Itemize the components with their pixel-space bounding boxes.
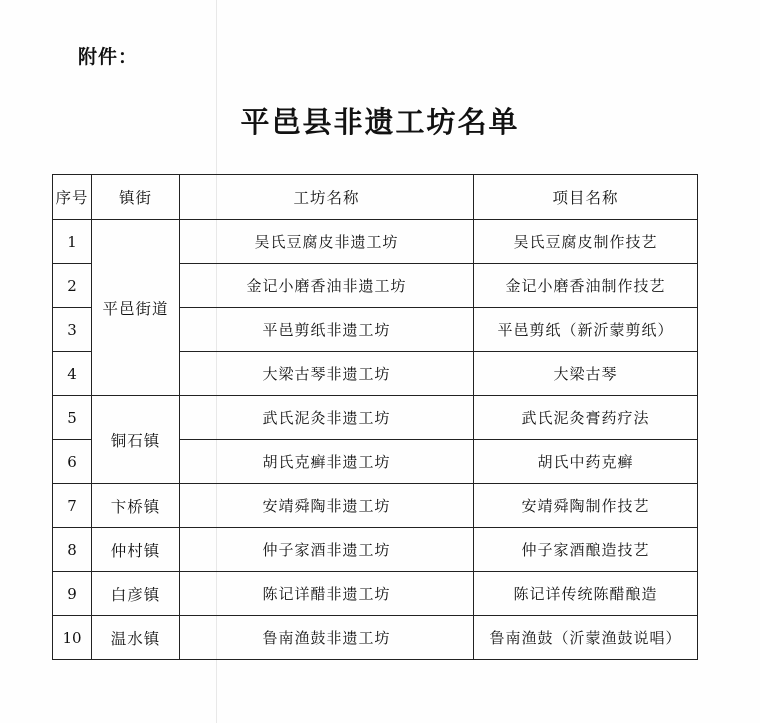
table-row bbox=[53, 528, 698, 572]
row-seq: 2 bbox=[53, 264, 92, 308]
row-seq: 5 bbox=[53, 396, 92, 440]
header-town: 镇街 bbox=[92, 175, 180, 220]
row-project: 武氏泥灸膏药疗法 bbox=[474, 396, 698, 440]
row-project: 金记小磨香油制作技艺 bbox=[474, 264, 698, 308]
header-workshop: 工坊名称 bbox=[180, 175, 474, 220]
row-town: 温水镇 bbox=[92, 616, 180, 660]
row-town: 卞桥镇 bbox=[92, 484, 180, 528]
row-workshop: 胡氏克癣非遗工坊 bbox=[180, 440, 474, 484]
row-town: 仲村镇 bbox=[92, 528, 180, 572]
row-seq: 10 bbox=[53, 616, 92, 660]
row-town: 铜石镇 bbox=[92, 396, 180, 484]
table-row bbox=[53, 396, 698, 440]
row-workshop: 安靖舜陶非遗工坊 bbox=[180, 484, 474, 528]
table-header-row bbox=[53, 175, 698, 220]
row-workshop: 吴氏豆腐皮非遗工坊 bbox=[180, 220, 474, 264]
row-seq: 8 bbox=[53, 528, 92, 572]
row-workshop: 陈记详醋非遗工坊 bbox=[180, 572, 474, 616]
row-project: 吴氏豆腐皮制作技艺 bbox=[474, 220, 698, 264]
table-row bbox=[53, 220, 698, 264]
row-seq: 1 bbox=[53, 220, 92, 264]
row-seq: 9 bbox=[53, 572, 92, 616]
table-row bbox=[53, 572, 698, 616]
row-seq: 7 bbox=[53, 484, 92, 528]
row-project: 仲子家酒酿造技艺 bbox=[474, 528, 698, 572]
row-workshop: 鲁南渔鼓非遗工坊 bbox=[180, 616, 474, 660]
row-town: 白彦镇 bbox=[92, 572, 180, 616]
row-workshop: 仲子家酒非遗工坊 bbox=[180, 528, 474, 572]
row-project: 安靖舜陶制作技艺 bbox=[474, 484, 698, 528]
table-row bbox=[53, 616, 698, 660]
row-workshop: 大梁古琴非遗工坊 bbox=[180, 352, 474, 396]
attachment-label: 附件： bbox=[78, 46, 139, 68]
row-seq: 4 bbox=[53, 352, 92, 396]
row-town: 平邑街道 bbox=[92, 220, 180, 396]
row-project: 胡氏中药克癣 bbox=[474, 440, 698, 484]
row-project: 大梁古琴 bbox=[474, 352, 698, 396]
header-seq: 序号 bbox=[53, 175, 92, 220]
header-project: 项目名称 bbox=[474, 175, 698, 220]
row-project: 平邑剪纸（新沂蒙剪纸） bbox=[474, 308, 698, 352]
row-seq: 3 bbox=[53, 308, 92, 352]
table-row bbox=[53, 484, 698, 528]
row-seq: 6 bbox=[53, 440, 92, 484]
row-project: 鲁南渔鼓（沂蒙渔鼓说唱） bbox=[474, 616, 698, 660]
row-workshop: 平邑剪纸非遗工坊 bbox=[180, 308, 474, 352]
workshop-table bbox=[52, 174, 698, 660]
document-title: 平邑县非遗工坊名单 bbox=[240, 105, 520, 139]
row-project: 陈记详传统陈醋酿造 bbox=[474, 572, 698, 616]
row-workshop: 金记小磨香油非遗工坊 bbox=[180, 264, 474, 308]
row-workshop: 武氏泥灸非遗工坊 bbox=[180, 396, 474, 440]
